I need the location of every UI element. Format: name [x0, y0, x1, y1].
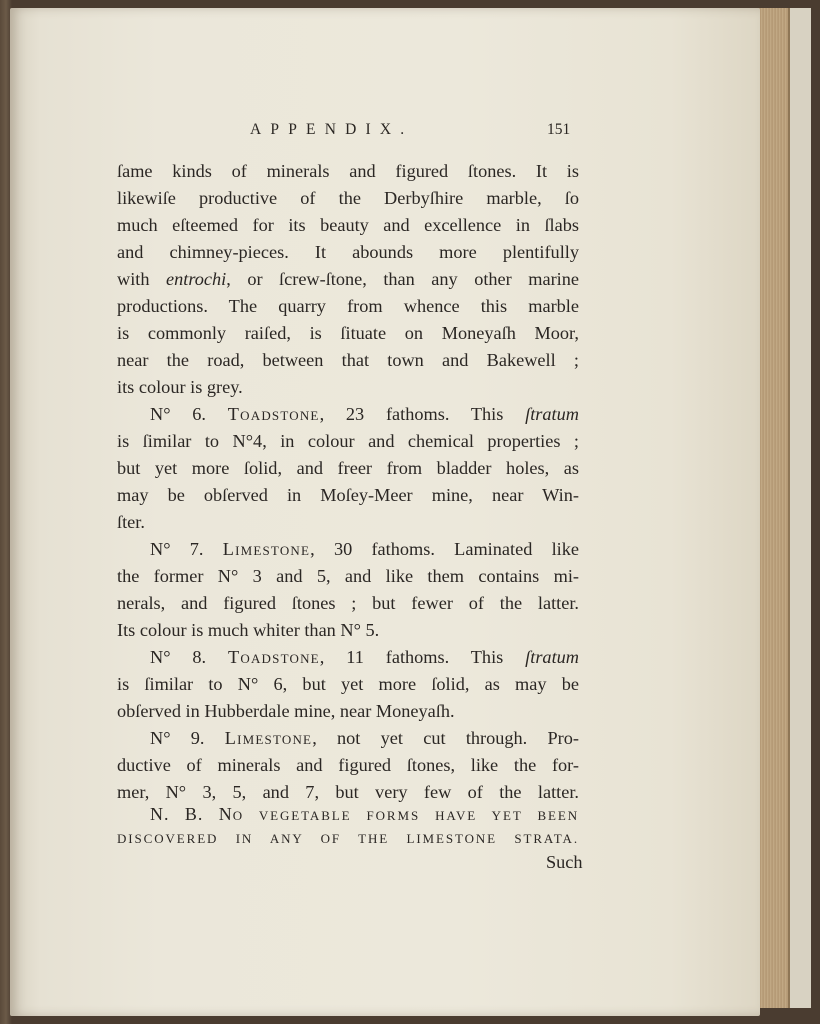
text-run: , 23 fathoms. This — [319, 404, 526, 424]
text-line: is ſimilar to N° 6, but yet more ſolid, as may be — [117, 674, 579, 694]
text-run: N° 8. — [150, 647, 228, 667]
text-line: its colour is grey. — [117, 377, 243, 397]
small-caps-rest: OADSTONE — [240, 651, 320, 666]
text-line: the former N° 3 and 5, and like them contains mi- — [117, 566, 579, 586]
small-caps-rest: IMESTONE — [237, 732, 313, 747]
text-run: N° 6. — [150, 404, 228, 424]
small-caps-rest: IMESTONE — [235, 543, 311, 558]
nota-bene-line: DISCOVERED IN ANY OF THE LIMESTONE STRATA. — [117, 831, 579, 846]
text-line: is ſimilar to N°4, in colour and chemical properties ; — [117, 431, 579, 451]
back-cover-edge — [788, 8, 811, 1008]
page-number: 151 — [547, 121, 571, 138]
paragraph-start-line — [150, 536, 579, 562]
text-run: , 11 fathoms. This — [319, 647, 526, 667]
text-line: may be obſerved in Moſey-Meer mine, near Win- — [117, 485, 579, 505]
small-caps-term — [223, 539, 310, 559]
text-line: likewiſe productive of the Derbyſhire marble, ſo — [117, 188, 579, 208]
text-run: N° 7. — [150, 539, 223, 559]
small-caps-initial: T — [228, 647, 241, 667]
text-line: but yet more ſolid, and freer from bladder holes, as — [117, 458, 579, 478]
text-line: obſerved in Hubberdale mine, near Moneyaſh. — [117, 701, 455, 721]
paragraph-start-line — [150, 644, 579, 670]
text-run: N° 9. — [150, 728, 225, 748]
text-run: with — [117, 269, 166, 289]
italic-term: ſtratum — [525, 404, 579, 424]
small-caps-initial: T — [227, 404, 241, 424]
text-line: nerals, and figured ſtones ; but fewer of the latter. — [117, 593, 579, 613]
small-caps-initial: L — [224, 728, 238, 748]
running-head: APPENDIX. — [250, 121, 414, 138]
text-line: ſter. — [117, 512, 145, 532]
text-line — [117, 266, 579, 292]
text-line: ſame kinds of minerals and figured ſtones. It is — [117, 161, 579, 181]
text-line: ductive of minerals and figured ſtones, like the for- — [117, 755, 579, 775]
text-run: , 30 fathoms. Laminated like — [310, 539, 579, 559]
text-line: Its colour is much whiter than N° 5. — [117, 620, 380, 640]
nota-bene-line — [150, 801, 579, 827]
small-caps-rest: OADSTONE — [240, 408, 320, 423]
text-line: mer, N° 3, 5, and 7, but very few of the latter. — [117, 782, 579, 802]
text-line: and chimney-pieces. It abounds more plentifully — [117, 242, 579, 262]
paragraph-start-line — [150, 401, 579, 427]
italic-term: ſtratum — [525, 647, 579, 667]
small-caps-term — [225, 728, 312, 748]
small-caps-term — [228, 404, 320, 424]
small-caps-term — [228, 647, 320, 667]
text-line: much eſteemed for its beauty and excellence in ſlabs — [117, 215, 579, 235]
text-run: , not yet cut through. Pro- — [312, 728, 579, 748]
small-caps-rest: O VEGETABLE FORMS HAVE YET BEEN — [232, 808, 579, 823]
text-line: near the road, between that town and Bakewell ; — [117, 350, 579, 370]
nota-bene-initial: N. B. N — [150, 804, 233, 824]
paragraph-start-line — [150, 725, 579, 751]
text-run: , or ſcrew-ſtone, than any other marine — [226, 269, 579, 289]
small-caps-initial: L — [222, 539, 236, 559]
catchword: Such — [546, 852, 583, 872]
italic-term: entrochi — [166, 269, 227, 289]
text-line: is commonly raiſed, is ſituate on Moneyaſh Moor, — [117, 323, 579, 343]
book-page — [10, 8, 760, 1016]
page-header — [10, 121, 760, 145]
text-line: productions. The quarry from whence this marble — [117, 296, 579, 316]
